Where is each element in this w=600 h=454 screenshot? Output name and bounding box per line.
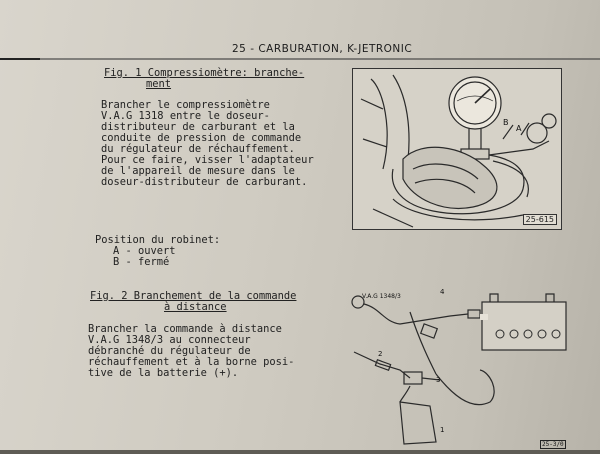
fig1-caption-line1: Fig. 1 Compressiomètre: branche- <box>104 67 305 79</box>
callout-1: 1 <box>440 426 445 434</box>
fig2-illustration <box>340 282 570 450</box>
page-header: 25 - CARBURATION, K-JETRONIC <box>232 43 413 55</box>
fig1-text-line: Pour ce faire, visser l'adaptateur <box>101 154 314 166</box>
header-rule-left <box>0 58 40 60</box>
robinet-title: Position du robinet: <box>95 234 221 246</box>
fig1-text-line: distributeur de carburant et la <box>101 121 295 133</box>
valve-label-a: A <box>516 124 522 133</box>
callout-4: 4 <box>440 288 445 296</box>
valve-label-b: B <box>503 118 509 127</box>
header-rule <box>0 58 600 60</box>
page-reference: 25-3/0 <box>542 441 564 448</box>
fig1-number: 25-615 <box>523 214 557 225</box>
fig1-text-line: V.A.G 1318 entre le doseur- <box>101 110 270 122</box>
fig2-text-line: V.A.G 1348/3 au connecteur <box>88 334 251 346</box>
fig2-caption-line1: Fig. 2 Branchement de la commande <box>90 290 297 302</box>
regulator <box>400 402 436 444</box>
fig1-illustration <box>352 68 562 230</box>
wiring-drawing <box>340 282 570 450</box>
fig2-text-line: Brancher la commande à distance <box>88 323 282 335</box>
callout-3: 3 <box>436 376 441 384</box>
tool-label: V.A.G 1348/3 <box>362 293 401 300</box>
battery <box>482 302 566 350</box>
engine-drawing <box>353 69 561 229</box>
fig2-text-line: réchauffement et à la borne posi- <box>88 356 295 368</box>
callout-2: 2 <box>378 350 383 358</box>
fig2-caption-line2: à distance <box>164 301 227 313</box>
fig1-text-line: Brancher le compressiomètre <box>101 99 270 111</box>
fig2-text-line: débranché du régulateur de <box>88 345 251 357</box>
fig1-text-line: conduite de pression de commande <box>101 132 302 144</box>
fig1-text-line: du régulateur de réchauffement. <box>101 143 295 155</box>
fig1-text-line: doseur-distributeur de carburant. <box>101 176 308 188</box>
robinet-item: B - fermé <box>113 256 170 268</box>
robinet-item: A - ouvert <box>113 245 176 257</box>
fig1-caption-line2: ment <box>146 78 172 90</box>
fig2-text-line: tive de la batterie (+). <box>88 367 239 379</box>
fig1-text-line: de l'appareil de mesure dans le <box>101 165 295 177</box>
